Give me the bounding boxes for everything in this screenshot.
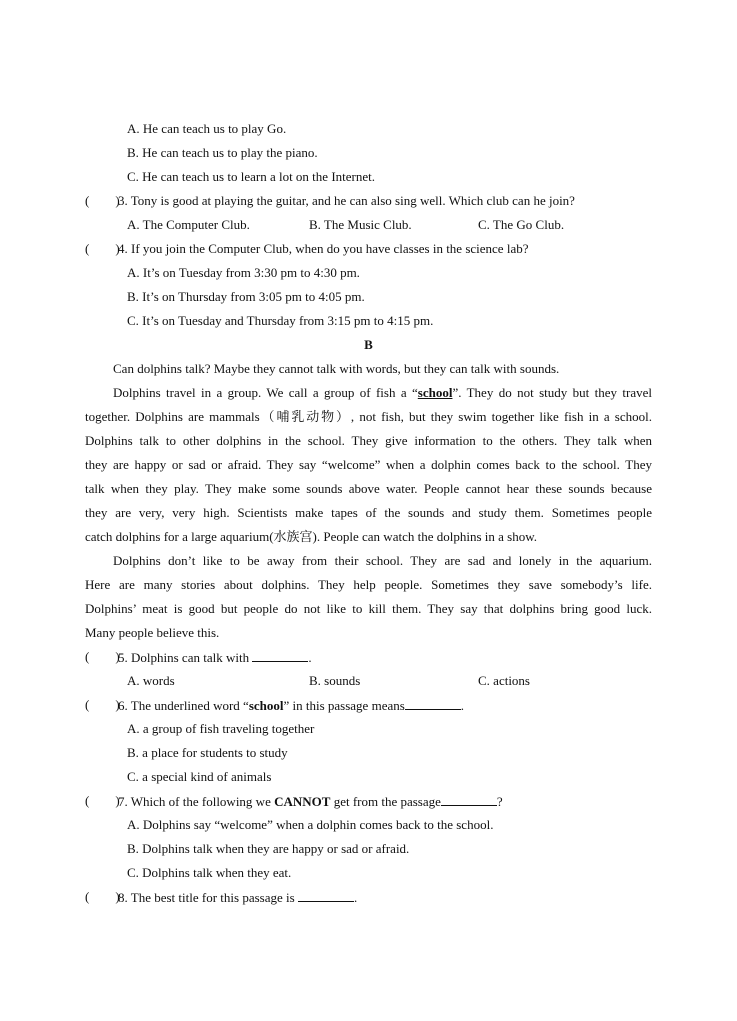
q4-option-a: A. It’s on Tuesday from 3:30 pm to 4:30 pm. [127, 265, 360, 280]
q5-question: 5. Dolphins can talk with . [118, 650, 312, 665]
q3-option-c: C. The Go Club. [478, 217, 565, 232]
q6-option-a: A. a group of fish traveling together [127, 721, 315, 736]
passage-p3-line4: Many people believe this. [85, 625, 220, 640]
passage-p2-line2: together. Dolphins are mammals（哺乳动物）, not fish, but they swim together like fish in a school. [85, 409, 652, 424]
passage-p1: Can dolphins talk? Maybe they cannot talk with words, but they can talk with sounds. [113, 361, 560, 376]
q5-option-c: C. actions [478, 673, 530, 688]
q2-option-b: B. He can teach us to play the piano. [127, 145, 318, 160]
q4-option-b: B. It’s on Thursday from 3:05 pm to 4:05 pm. [127, 289, 365, 304]
fill-blank [405, 697, 461, 710]
q6-question: 6. The underlined word “school” in this passage means . [118, 698, 465, 713]
q3-option-a: A. The Computer Club. [127, 217, 250, 232]
q6-option-b: B. a place for students to study [127, 745, 288, 760]
q6-answer-blank: ( ) [85, 697, 120, 712]
passage-p2-line7: catch dolphins for a large aquarium(水族宫). People can watch the dolphins in a show. [85, 529, 537, 544]
q5-answer-blank: ( ) [85, 649, 120, 664]
q7-option-c: C. Dolphins talk when they eat. [127, 865, 292, 880]
q7-answer-blank: ( ) [85, 793, 120, 808]
fill-blank [252, 649, 308, 662]
q3-answer-blank: ( ) [85, 193, 120, 208]
q3-question: 3. Tony is good at playing the guitar, and he can also sing well. Which club can he join? [118, 193, 575, 208]
q8-answer-blank: ( ) [85, 889, 120, 904]
q5-option-b: B. sounds [309, 673, 361, 688]
q7-keyword: CANNOT [274, 794, 331, 809]
passage-p2-line4: they are happy or sad or afraid. They say “welcome” when a dolphin comes back to the school. They [85, 457, 652, 472]
q3-option-b: B. The Music Club. [309, 217, 412, 232]
q2-option-c: C. He can teach us to learn a lot on the Internet. [127, 169, 375, 184]
q4-answer-blank: ( ) [85, 241, 120, 256]
passage-p2-line1: Dolphins travel in a group. We call a group of fish a “school”. They do not study but they travel [113, 385, 652, 400]
fill-blank [441, 793, 497, 806]
q8-question: 8. The best title for this passage is . [118, 890, 358, 905]
q2-option-a: A. He can teach us to play Go. [127, 121, 287, 136]
q6-keyword: school [248, 698, 284, 713]
q5-option-a: A. words [127, 673, 175, 688]
fill-blank [298, 889, 354, 902]
passage-p3-line3: Dolphins’ meat is good but people do not like to kill them. They say that dolphins bring good luck. [85, 601, 652, 616]
q4-option-c: C. It’s on Tuesday and Thursday from 3:15 pm to 4:15 pm. [127, 313, 434, 328]
section-heading: B [364, 337, 373, 352]
passage-p3-line2: Here are many stories about dolphins. They help people. Sometimes they save somebody’s life. [85, 577, 652, 592]
q7-option-b: B. Dolphins talk when they are happy or sad or afraid. [127, 841, 410, 856]
passage-p2-line5: talk when they play. They make some sounds above water. People cannot hear these sounds because [85, 481, 652, 496]
passage-p2-line6: they are very, very high. Scientists make tapes of the sounds and study them. Sometimes people [85, 505, 652, 520]
q7-option-a: A. Dolphins say “welcome” when a dolphin comes back to the school. [127, 817, 494, 832]
q6-option-c: C. a special kind of animals [127, 769, 272, 784]
q7-question: 7. Which of the following we CANNOT get from the passage ? [118, 794, 503, 809]
underlined-word: school [417, 385, 453, 400]
q4-question: 4. If you join the Computer Club, when do you have classes in the science lab? [118, 241, 529, 256]
passage-p2-line3: Dolphins talk to other dolphins in the school. They give information to the others. They talk when [85, 433, 652, 448]
passage-p3-line1: Dolphins don’t like to be away from their school. They are sad and lonely in the aquarium. [113, 553, 652, 568]
